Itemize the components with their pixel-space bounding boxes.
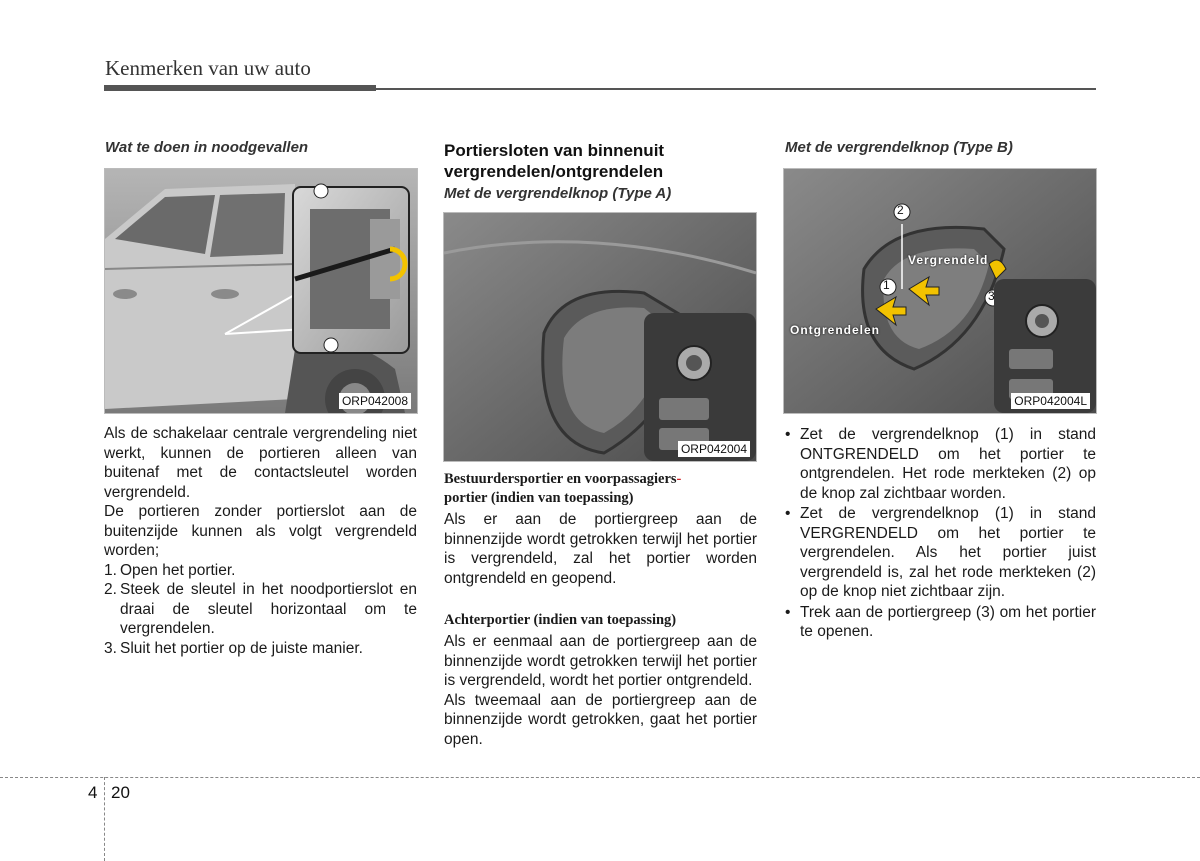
emergency-lock-figure: [104, 168, 418, 414]
figure-caption: ORP042008: [339, 393, 411, 409]
footer-divider: [0, 777, 1200, 778]
door-lock-knob-illustration: [784, 169, 1096, 413]
list-item: 3. Sluit het portier op de juiste manier.: [104, 639, 363, 657]
type-a-figure: [443, 212, 757, 462]
driver-door-body: Als er aan de portiergreep aan de binnenzijde wordt getrokken terwijl het portier is vergrendeld, zal het portier worden ontgrendeld en geopend.: [444, 511, 757, 587]
list-item: • Zet de vergrendelknop (1) in stand VERGRENDELD om het portier te vergrendelen. Als het portier juist vergrendeld is, zal het rode merkteken (2) op de knop niet zichtbaar zijn.: [784, 504, 1096, 602]
driver-door-title: Bestuurdersportier en voorpassagiers- portier (indien van toepassing): [444, 471, 682, 506]
list-item: 1. Open het portier.: [104, 561, 236, 579]
type-b-figure: [783, 168, 1097, 414]
list-item: • Trek aan de portiergreep (3) om het portier te openen.: [784, 603, 1096, 642]
page-header-title: Kenmerken van uw auto: [105, 56, 311, 80]
emergency-subhead: Wat te doen in noodgevallen: [105, 139, 309, 156]
rear-door-body-1: Als er eenmaal aan de portiergreep aan de binnenzijde wordt getrokken terwijl het portier is vergrendeld, wordt het portier ontgrendeld.: [444, 633, 757, 689]
type-b-subhead: Met de vergrendelknop (Type B): [785, 139, 1013, 156]
section-heading: Portiersloten van binnenuit vergrendelen/ontgrendelen: [444, 141, 665, 181]
list-item: • Zet de vergrendelknop (1) in stand ONTGRENDELD om het portier te ontgrendelen. Het rode merkteken (2) op de knop zal zichtbaar worden.: [784, 425, 1096, 503]
car-door-illustration: [105, 169, 417, 413]
header-rule-thin: [376, 88, 1096, 90]
emergency-steps-list: [104, 561, 417, 659]
rear-door-body-2: Als tweemaal aan de portiergreep aan de binnenzijde wordt getrokken, gaat het portier open.: [444, 691, 757, 748]
figure-label-lock: Vergrendeld: [908, 253, 989, 267]
figure-caption: ORP042004: [678, 441, 750, 457]
emergency-paragraph-2: De portieren zonder portierslot aan de buitenzijde kunnen als volgt vergrendeld worden;: [104, 503, 417, 559]
emergency-paragraph-1: Als de schakelaar centrale vergrendeling niet werkt, kunnen de portieren alleen van buitenaf met de contactsleutel worden vergrendeld.: [104, 425, 417, 501]
page-number: 20: [111, 783, 130, 802]
figure-number-1: 1: [883, 278, 890, 292]
header-rule-thick: [104, 85, 376, 91]
door-handle-illustration: [444, 213, 756, 461]
footer-vertical-divider: [104, 777, 105, 861]
figure-label-unlock: Ontgrendelen: [790, 323, 881, 337]
figure-number-2: 2: [897, 203, 904, 217]
figure-number-3: 3: [988, 289, 995, 303]
rear-door-title: Achterportier (indien van toepassing): [444, 612, 677, 628]
type-a-subhead: Met de vergrendelknop (Type A): [444, 185, 672, 202]
type-b-instructions: [784, 425, 1096, 642]
figure-caption: ORP042004L: [1011, 393, 1090, 409]
chapter-number: 4: [88, 783, 98, 802]
list-item: 2. Steek de sleutel in het noodportierslot en draai de sleutel horizontaal om te vergrendelen.: [104, 581, 417, 637]
